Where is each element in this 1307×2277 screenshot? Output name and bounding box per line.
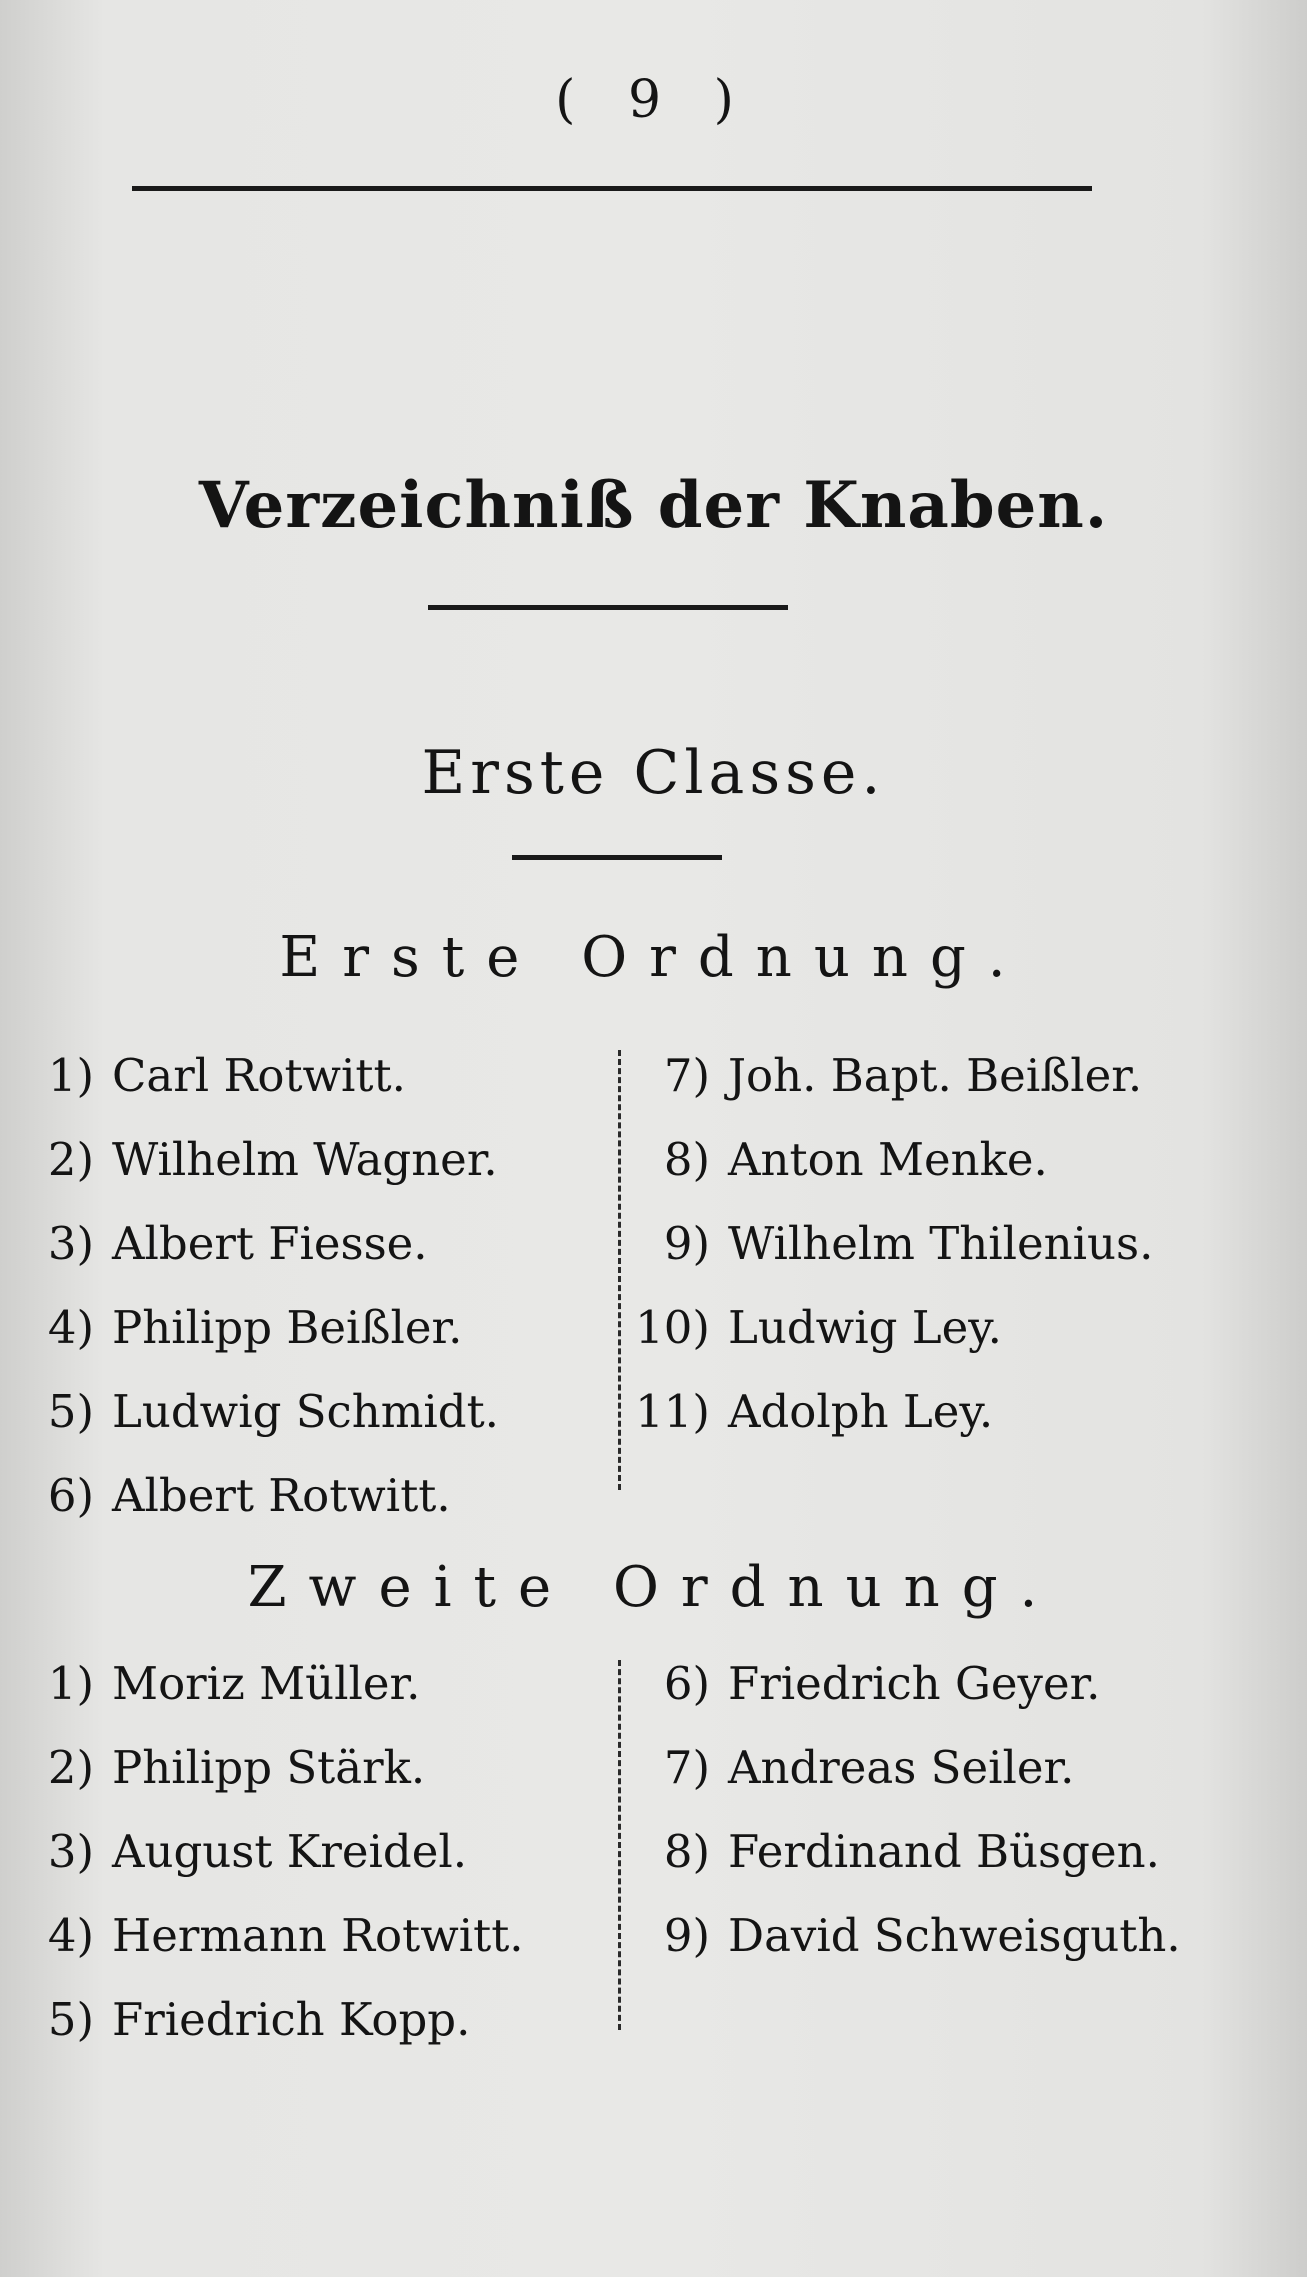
entry-name: Philipp Beißler. bbox=[112, 1301, 463, 1354]
list-item bbox=[24, 1370, 499, 1454]
entry-number: 8) bbox=[663, 1133, 710, 1186]
entry-name: Joh. Bapt. Beißler. bbox=[728, 1049, 1143, 1102]
class-heading: Erste Classe. bbox=[421, 738, 886, 808]
entry-name: Philipp Stärk. bbox=[112, 1741, 426, 1794]
list-item bbox=[630, 1894, 1181, 1978]
list-item bbox=[630, 1810, 1181, 1894]
entry-name: Moriz Müller. bbox=[112, 1657, 421, 1710]
list-item bbox=[630, 1726, 1181, 1810]
entry-number: 10) bbox=[635, 1301, 710, 1354]
entry-number: 2) bbox=[47, 1133, 94, 1186]
entry-number: 8) bbox=[663, 1825, 710, 1878]
list-item bbox=[630, 1034, 1153, 1118]
entry-name: Carl Rotwitt. bbox=[112, 1049, 406, 1102]
class-rule bbox=[512, 855, 722, 860]
list-item bbox=[630, 1202, 1153, 1286]
list-item bbox=[630, 1642, 1181, 1726]
list-item bbox=[24, 1810, 524, 1894]
entry-number: 2) bbox=[47, 1741, 94, 1794]
entry-number: 5) bbox=[47, 1385, 94, 1438]
entry-number: 7) bbox=[663, 1741, 710, 1794]
list-item bbox=[24, 1454, 499, 1538]
entry-name: Friedrich Kopp. bbox=[112, 1993, 471, 2046]
list-item bbox=[630, 1118, 1153, 1202]
entry-name: Friedrich Geyer. bbox=[728, 1657, 1101, 1710]
entry-name: Adolph Ley. bbox=[728, 1385, 994, 1438]
column-divider bbox=[618, 1660, 621, 2030]
entry-name: Ludwig Schmidt. bbox=[112, 1385, 499, 1438]
list-item bbox=[24, 1034, 499, 1118]
entry-name: Albert Fiesse. bbox=[112, 1217, 428, 1270]
entry-number: 1) bbox=[47, 1657, 94, 1710]
list-item bbox=[24, 1726, 524, 1810]
order-2-left-list bbox=[24, 1642, 524, 2062]
order-1-left-list bbox=[24, 1034, 499, 1538]
entry-name: Andreas Seiler. bbox=[728, 1741, 1075, 1794]
page-number: ( 9 ) bbox=[555, 70, 752, 130]
header-rule bbox=[132, 186, 1092, 191]
list-item bbox=[24, 1894, 524, 1978]
list-item bbox=[24, 1118, 499, 1202]
entry-name: David Schweisguth. bbox=[728, 1909, 1181, 1962]
entry-number: 5) bbox=[47, 1993, 94, 2046]
entry-number: 3) bbox=[47, 1825, 94, 1878]
entry-number: 11) bbox=[635, 1385, 710, 1438]
list-item bbox=[630, 1370, 1153, 1454]
list-item bbox=[630, 1286, 1153, 1370]
entry-name: Ferdinand Büsgen. bbox=[728, 1825, 1160, 1878]
entry-name: Wilhelm Thilenius. bbox=[728, 1217, 1154, 1270]
entry-number: 6) bbox=[663, 1657, 710, 1710]
entry-number: 9) bbox=[663, 1909, 710, 1962]
entry-name: Hermann Rotwitt. bbox=[112, 1909, 524, 1962]
list-item bbox=[24, 1202, 499, 1286]
entry-name: Ludwig Ley. bbox=[728, 1301, 1002, 1354]
entry-number: 4) bbox=[47, 1301, 94, 1354]
entry-number: 3) bbox=[47, 1217, 94, 1270]
column-divider bbox=[618, 1050, 621, 1490]
entry-number: 4) bbox=[47, 1909, 94, 1962]
entry-name: August Kreidel. bbox=[112, 1825, 468, 1878]
page-title: Verzeichniß der Knaben. bbox=[198, 468, 1109, 543]
entry-number: 7) bbox=[663, 1049, 710, 1102]
title-rule bbox=[428, 605, 788, 610]
entry-name: Anton Menke. bbox=[728, 1133, 1048, 1186]
order-heading-2: Zweite Ordnung. bbox=[247, 1555, 1060, 1620]
entry-name: Albert Rotwitt. bbox=[112, 1469, 451, 1522]
entry-number: 1) bbox=[47, 1049, 94, 1102]
list-item bbox=[24, 1978, 524, 2062]
entry-number: 9) bbox=[663, 1217, 710, 1270]
order-heading-1: Erste Ordnung. bbox=[279, 925, 1028, 990]
list-item bbox=[24, 1286, 499, 1370]
entry-number: 6) bbox=[47, 1469, 94, 1522]
entry-name: Wilhelm Wagner. bbox=[112, 1133, 498, 1186]
order-2-right-list bbox=[630, 1642, 1181, 1978]
list-item bbox=[24, 1642, 524, 1726]
order-1-right-list bbox=[630, 1034, 1153, 1454]
